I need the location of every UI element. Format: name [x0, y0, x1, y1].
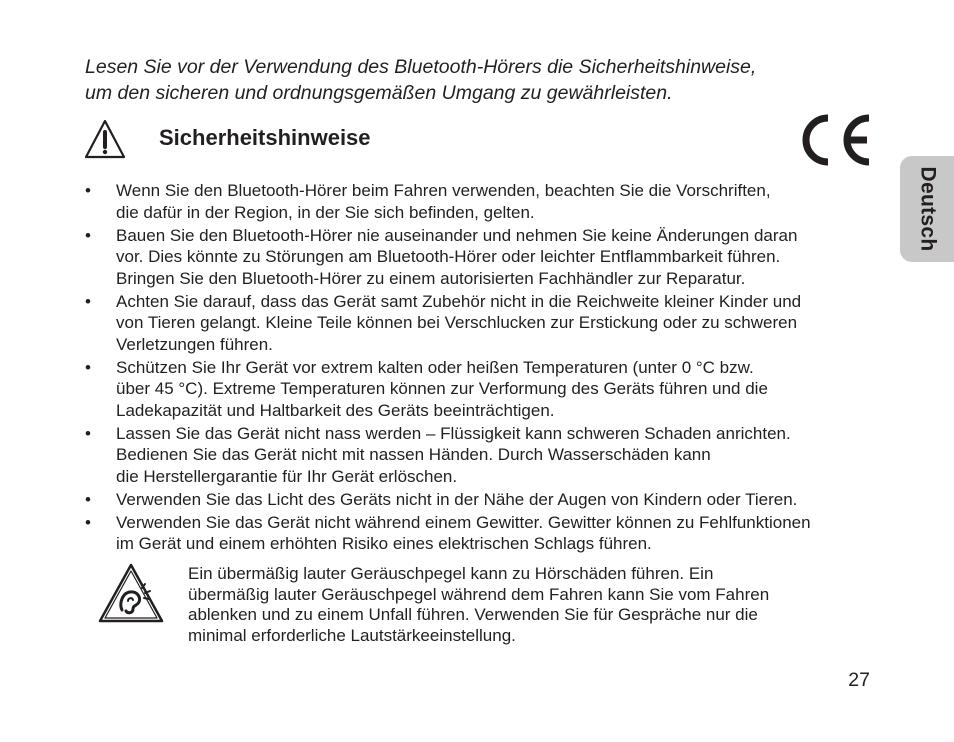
language-tab	[900, 156, 954, 262]
hearing-warning-line: Ein übermäßig lauter Geräuschpegel kann zu Hörschäden führen. Ein	[188, 564, 714, 583]
bullet-line: Bauen Sie den Bluetooth-Hörer nie auseinander und nehmen Sie keine Änderungen daran	[116, 225, 798, 245]
intro-line: Lesen Sie vor der Verwendung des Bluetooth-Hörers die Sicherheitshinweise,	[85, 56, 757, 78]
bullet-item	[85, 180, 875, 223]
bullet-item	[85, 423, 875, 488]
bullet-marker: •	[85, 512, 91, 532]
bullet-line: Schützen Sie Ihr Gerät vor extrem kalten oder heißen Temperaturen (unter 0 °C bzw.	[116, 357, 754, 377]
hearing-warning-line: ablenken und zu einem Unfall führen. Verwenden Sie für Gespräche nur die	[188, 605, 758, 624]
bullet-line: Verwenden Sie das Gerät nicht während einem Gewitter. Gewitter können zu Fehlfunktionen	[116, 512, 811, 532]
bullet-item	[85, 489, 875, 511]
page-number: 27	[848, 669, 870, 691]
bullet-line: Achten Sie darauf, dass das Gerät samt Zubehör nicht in die Reichweite kleiner Kinder und	[116, 291, 802, 311]
bullet-marker: •	[85, 291, 91, 311]
ce-mark-icon	[792, 110, 872, 170]
hearing-damage-warning-icon	[97, 562, 165, 624]
bullet-line: Bringen Sie den Bluetooth-Hörer zu einem autorisierten Fachhändler zur Reparatur.	[116, 268, 746, 288]
bullet-line: von Tieren gelangt. Kleine Teile können bei Verschlucken zur Erstickung oder zu schweren	[116, 313, 798, 332]
intro-line: um den sicheren und ordnungsgemäßen Umgang zu gewährleisten.	[85, 82, 673, 104]
bullet-marker: •	[85, 181, 91, 200]
bullet-marker: •	[85, 423, 91, 443]
bullet-line: Verwenden Sie das Licht des Geräts nicht in der Nähe der Augen von Kindern oder Tieren.	[116, 489, 798, 509]
bullet-line: Bedienen Sie das Gerät nicht mit nassen Händen. Durch Wasserschäden kann	[116, 445, 711, 464]
bullet-line: im Gerät und einem erhöhten Risiko eines elektrischen Schlags führen.	[116, 534, 652, 553]
bullet-item	[85, 225, 875, 290]
bullet-line: die dafür in der Region, in der Sie sich befinden, gelten.	[116, 202, 535, 222]
bullet-item	[85, 291, 875, 356]
bullet-marker: •	[85, 357, 91, 377]
hearing-warning-line: übermäßig lauter Geräuschpegel während dem Fahren kann Sie vom Fahren	[188, 584, 770, 604]
bullet-marker: •	[85, 225, 91, 245]
language-tab-label: Deutsch	[916, 166, 940, 252]
bullet-item	[85, 357, 875, 422]
bullet-line: Verletzungen führen.	[116, 334, 273, 354]
bullet-line: Ladekapazität und Haltbarkeit des Geräts beeinträchtigen.	[116, 400, 555, 420]
bullet-item	[85, 512, 875, 555]
intro-text	[85, 54, 865, 106]
hearing-warning-line: minimal erforderliche Lautstärkeeinstellung.	[188, 625, 516, 645]
warning-triangle-icon	[83, 118, 127, 160]
hearing-warning-text	[188, 564, 868, 646]
bullet-marker: •	[85, 489, 91, 509]
safety-bullet-list	[85, 180, 875, 556]
bullet-line: Wenn Sie den Bluetooth-Hörer beim Fahren verwenden, beachten Sie die Vorschriften,	[116, 181, 771, 200]
bullet-line: vor. Dies könnte zu Störungen am Bluetooth-Hörer oder leichter Entflammbarkeit führen.	[116, 247, 781, 266]
bullet-line: Lassen Sie das Gerät nicht nass werden – Flüssigkeit kann schweren Schaden anrichten.	[116, 423, 791, 443]
bullet-line: über 45 °C). Extreme Temperaturen können zur Verformung des Geräts führen und die	[116, 379, 768, 398]
bullet-line: die Herstellergarantie für Ihr Gerät erlöschen.	[116, 466, 458, 486]
section-title: Sicherheitshinweise	[159, 125, 371, 150]
